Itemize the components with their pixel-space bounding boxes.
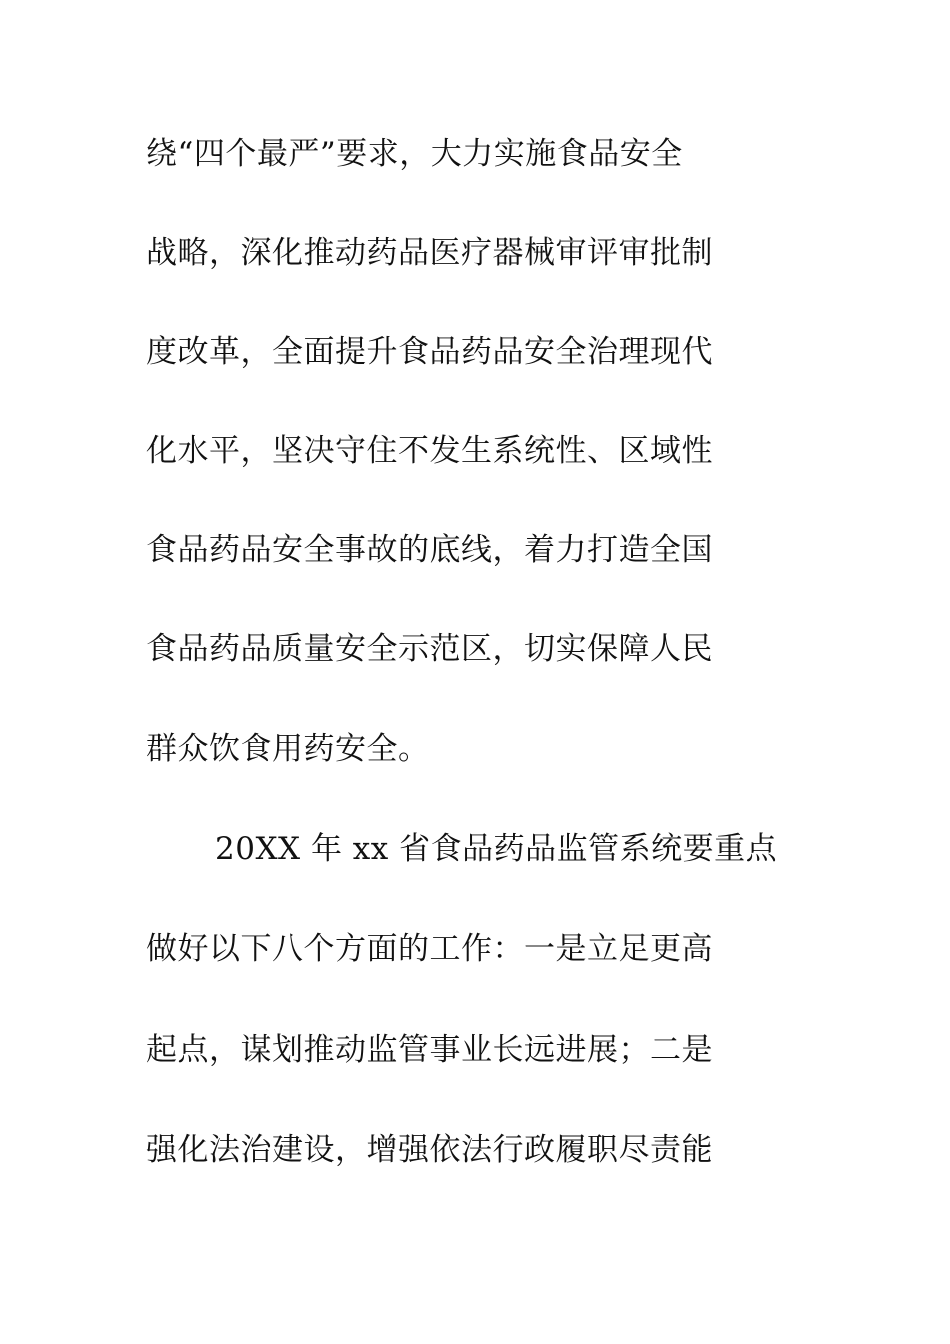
- text-line: 绕“四个最严”要求，大力实施食品安全: [146, 136, 683, 172]
- text-line: 度改革，全面提升食品药品安全治理现代: [146, 334, 713, 370]
- text-line: 20XX 年 xx 省食品药品监管系统要重点: [215, 831, 778, 867]
- text-line: 做好以下八个方面的工作：一是立足更高: [146, 931, 713, 967]
- text-line: 群众饮食用药安全。: [146, 731, 430, 767]
- text-line: 强化法治建设，增强依法行政履职尽责能: [146, 1132, 713, 1168]
- text-line: 起点，谋划推动监管事业长远进展；二是: [146, 1032, 713, 1068]
- text-line: 食品药品质量安全示范区，切实保障人民: [146, 631, 713, 667]
- text-line: 化水平，坚决守住不发生系统性、区域性: [146, 433, 713, 469]
- text-line: 食品药品安全事故的底线，着力打造全国: [146, 532, 713, 568]
- text-line: 战略，深化推动药品医疗器械审评审批制: [146, 235, 713, 271]
